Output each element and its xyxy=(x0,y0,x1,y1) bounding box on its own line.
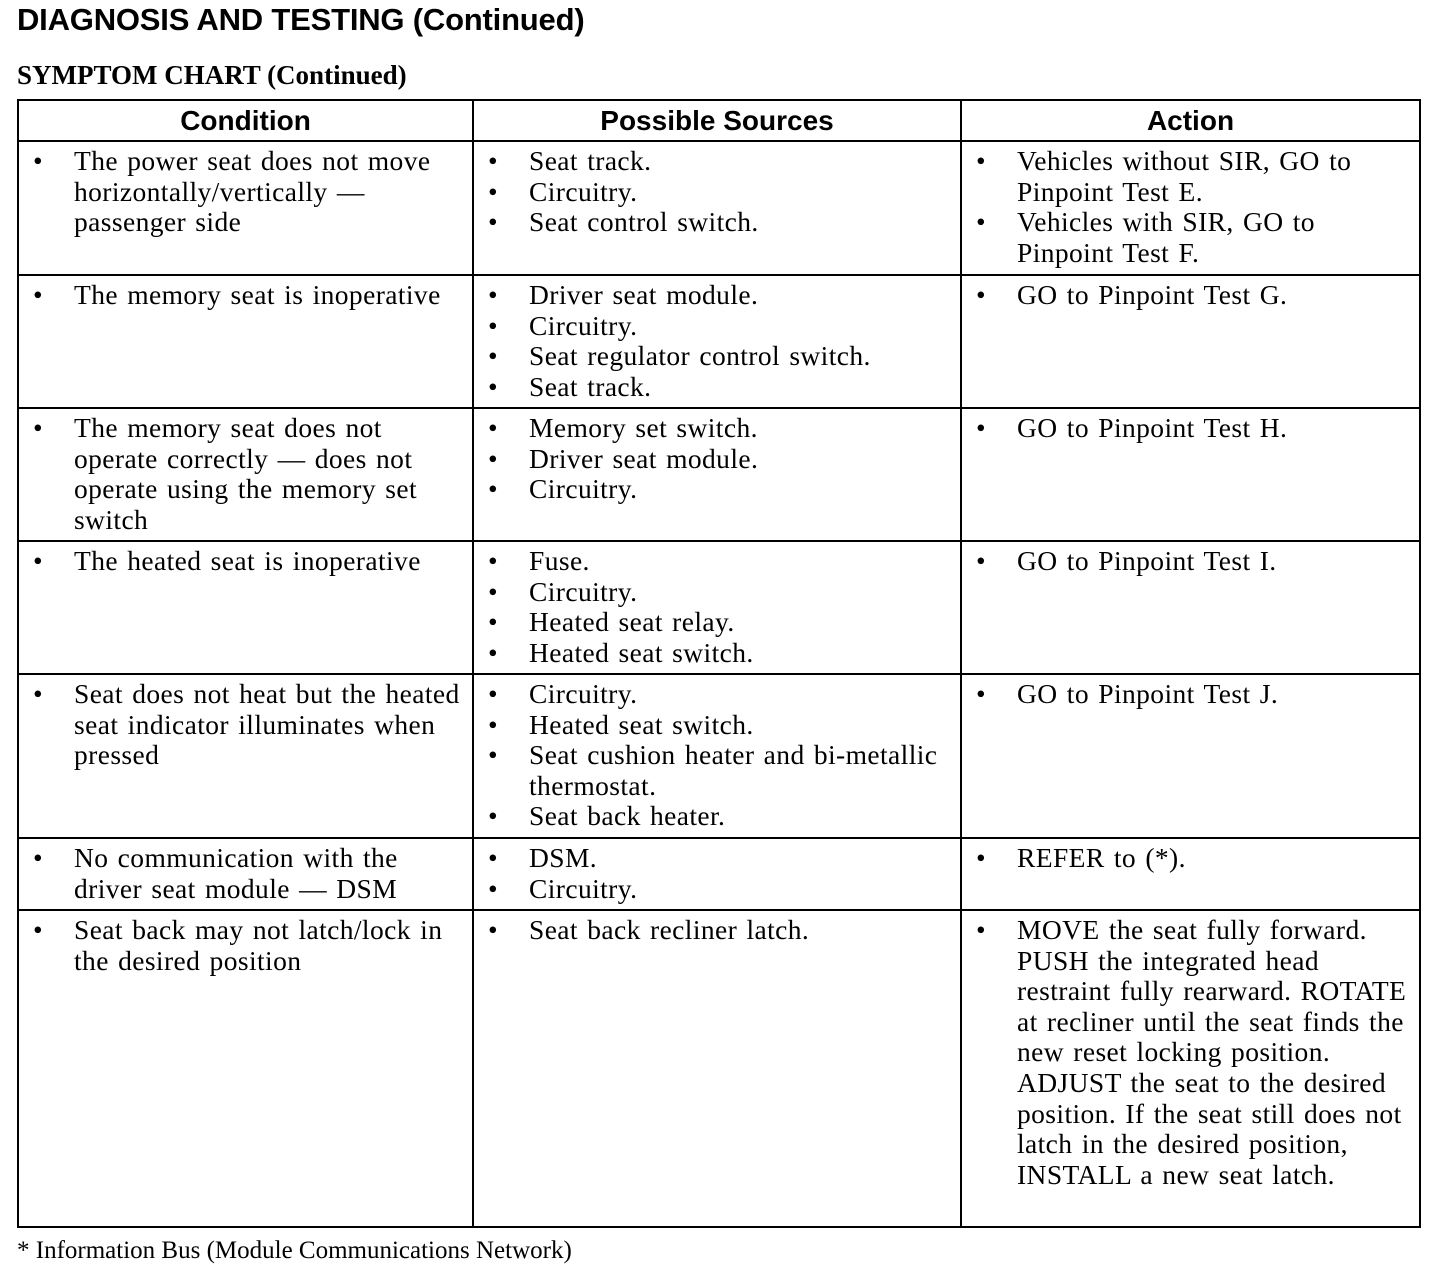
list-item-text: Driver seat module. xyxy=(529,279,759,310)
list-item-text: Circuitry. xyxy=(529,678,638,709)
list-item-text: Seat cushion heater and bi-metallic thermostat. xyxy=(529,739,938,801)
bullet-icon: • xyxy=(488,678,499,709)
list-item xyxy=(474,607,956,638)
list-item-text: Seat back recliner latch. xyxy=(529,914,810,945)
list-item xyxy=(962,413,1415,444)
list-item-text: Heated seat switch. xyxy=(529,708,754,740)
list-item-text: GO to Pinpoint Test J. xyxy=(1017,678,1279,709)
list-item xyxy=(474,280,956,311)
list-item xyxy=(474,546,956,577)
list-item xyxy=(474,577,956,608)
bullet-icon: • xyxy=(488,175,499,207)
action-cell xyxy=(961,910,1420,1227)
bullet-list xyxy=(962,679,1415,710)
bullet-list xyxy=(474,679,956,832)
list-item-text: Heated seat relay. xyxy=(529,606,735,638)
column-header-action: Action xyxy=(961,100,1420,141)
bullet-icon: • xyxy=(488,800,499,832)
list-item-text: REFER to (*). xyxy=(1017,842,1186,873)
possible-sources-cell xyxy=(473,408,961,541)
list-item-text: Seat track. xyxy=(529,145,652,176)
bullet-list xyxy=(962,146,1415,268)
bullet-icon: • xyxy=(488,145,499,176)
list-item xyxy=(962,280,1415,311)
bullet-list xyxy=(962,915,1415,1190)
bullet-icon: • xyxy=(488,309,499,341)
table-body xyxy=(18,141,1420,1227)
footnote: * Information Bus (Module Communications Network) xyxy=(17,1237,572,1264)
list-item xyxy=(19,546,468,577)
condition-cell xyxy=(18,408,473,541)
bullet-icon: • xyxy=(33,842,44,873)
bullet-icon: • xyxy=(488,708,499,740)
list-item-text: Seat track. xyxy=(529,370,652,402)
action-cell xyxy=(961,541,1420,674)
list-item-text: Driver seat module. xyxy=(529,442,759,474)
list-item-text: Seat regulator control switch. xyxy=(529,340,871,372)
list-item xyxy=(474,207,956,238)
list-item xyxy=(962,679,1415,710)
list-item-text: Seat control switch. xyxy=(529,206,759,238)
table-header-row xyxy=(18,100,1420,141)
table-row xyxy=(18,408,1420,541)
bullet-icon: • xyxy=(488,545,499,576)
list-item-text: Vehicles with SIR, GO to Pinpoint Test F. xyxy=(1017,206,1315,268)
possible-sources-cell xyxy=(473,275,961,408)
action-cell xyxy=(961,838,1420,910)
list-item xyxy=(962,915,1415,1190)
possible-sources-cell xyxy=(473,541,961,674)
list-item-text: The memory seat does not operate correctly — does not operate using the memory set switch xyxy=(74,412,417,535)
table-row xyxy=(18,674,1420,838)
bullet-list xyxy=(19,413,468,535)
condition-cell xyxy=(18,141,473,275)
list-item xyxy=(962,146,1415,207)
bullet-icon: • xyxy=(488,872,499,904)
list-item-text: Circuitry. xyxy=(529,473,638,505)
bullet-icon: • xyxy=(33,412,44,443)
list-item-text: Fuse. xyxy=(529,545,590,576)
column-header-condition: Condition xyxy=(18,100,473,141)
list-item xyxy=(474,146,956,177)
bullet-icon: • xyxy=(488,473,499,505)
bullet-list xyxy=(962,843,1415,874)
table-row xyxy=(18,275,1420,408)
list-item xyxy=(474,341,956,372)
bullet-icon: • xyxy=(488,575,499,607)
bullet-icon: • xyxy=(488,842,499,873)
bullet-icon: • xyxy=(976,279,987,310)
list-item xyxy=(474,413,956,444)
possible-sources-cell xyxy=(473,838,961,910)
condition-cell xyxy=(18,541,473,674)
possible-sources-cell xyxy=(473,910,961,1227)
list-item-text: GO to Pinpoint Test I. xyxy=(1017,545,1277,576)
table-row xyxy=(18,541,1420,674)
list-item-text: Seat back heater. xyxy=(529,800,726,832)
list-item-text: Heated seat switch. xyxy=(529,636,754,668)
possible-sources-cell xyxy=(473,141,961,275)
list-item-text: Circuitry. xyxy=(529,575,638,607)
list-item-text: Circuitry. xyxy=(529,309,638,341)
bullet-icon: • xyxy=(488,914,499,945)
action-cell xyxy=(961,674,1420,838)
bullet-icon: • xyxy=(488,739,499,771)
list-item-text: Circuitry. xyxy=(529,175,638,207)
list-item xyxy=(474,311,956,342)
bullet-list xyxy=(474,546,956,668)
bullet-icon: • xyxy=(976,842,987,873)
list-item-text: Memory set switch. xyxy=(529,412,758,443)
list-item xyxy=(474,444,956,475)
list-item xyxy=(474,710,956,741)
possible-sources-cell xyxy=(473,674,961,838)
list-item-text: The power seat does not move horizontally/vertically — passenger side xyxy=(74,145,431,238)
list-item xyxy=(19,679,468,771)
list-item xyxy=(19,915,468,976)
list-item xyxy=(474,638,956,669)
list-item xyxy=(474,874,956,905)
bullet-list xyxy=(474,146,956,238)
list-item-text: Vehicles without SIR, GO to Pinpoint Test E. xyxy=(1017,145,1352,207)
list-item-text: No communication with the driver seat module — DSM xyxy=(74,842,398,904)
list-item xyxy=(474,801,956,832)
list-item-text: The heated seat is inoperative xyxy=(74,545,421,576)
bullet-icon: • xyxy=(488,279,499,310)
condition-cell xyxy=(18,674,473,838)
bullet-list xyxy=(19,915,468,976)
bullet-icon: • xyxy=(488,370,499,402)
list-item-text: DSM. xyxy=(529,842,598,873)
list-item xyxy=(474,843,956,874)
bullet-icon: • xyxy=(33,678,44,709)
list-item-text: The memory seat is inoperative xyxy=(74,279,441,310)
condition-cell xyxy=(18,910,473,1227)
bullet-icon: • xyxy=(33,145,44,176)
bullet-icon: • xyxy=(976,206,987,238)
bullet-icon: • xyxy=(33,279,44,310)
bullet-list xyxy=(962,546,1415,577)
list-item-text: GO to Pinpoint Test H. xyxy=(1017,412,1288,443)
list-item xyxy=(962,546,1415,577)
bullet-icon: • xyxy=(488,636,499,668)
bullet-list xyxy=(474,915,956,946)
bullet-list xyxy=(19,843,468,904)
table-row xyxy=(18,910,1420,1227)
bullet-icon: • xyxy=(33,545,44,576)
condition-cell xyxy=(18,275,473,408)
bullet-icon: • xyxy=(976,545,987,576)
list-item xyxy=(474,679,956,710)
list-item xyxy=(474,740,956,801)
bullet-icon: • xyxy=(488,206,499,238)
page-title: DIAGNOSIS AND TESTING (Continued) xyxy=(17,2,585,37)
bullet-icon: • xyxy=(976,412,987,443)
bullet-icon: • xyxy=(976,145,987,176)
bullet-list xyxy=(19,146,468,238)
action-cell xyxy=(961,408,1420,541)
action-cell xyxy=(961,275,1420,408)
table-row xyxy=(18,838,1420,910)
list-item xyxy=(19,843,468,904)
symptom-chart-table xyxy=(17,99,1421,1228)
list-item xyxy=(19,413,468,535)
bullet-list xyxy=(19,679,468,771)
list-item xyxy=(474,474,956,505)
bullet-icon: • xyxy=(488,340,499,372)
bullet-list xyxy=(19,546,468,577)
list-item-text: Seat does not heat but the heated seat indicator illuminates when pressed xyxy=(74,678,460,771)
bullet-icon: • xyxy=(976,678,987,709)
bullet-list xyxy=(19,280,468,311)
action-cell xyxy=(961,141,1420,275)
list-item xyxy=(962,843,1415,874)
column-header-possible-sources: Possible Sources xyxy=(473,100,961,141)
table-row xyxy=(18,141,1420,275)
list-item-text: MOVE the seat fully forward. PUSH the integrated head restraint fully rearward. ROTATE at recliner until the seat finds the new reset locking position. ADJUST the seat to the desired position. If the seat still does not latch in the desired position, INSTALL a new seat latch. xyxy=(1017,914,1407,1190)
bullet-list xyxy=(474,280,956,402)
bullet-icon: • xyxy=(488,442,499,474)
bullet-list xyxy=(474,843,956,904)
list-item-text: Circuitry. xyxy=(529,872,638,904)
list-item xyxy=(474,915,956,946)
list-item-text: Seat back may not latch/lock in the desired position xyxy=(74,914,443,976)
bullet-list xyxy=(962,413,1415,444)
list-item xyxy=(19,146,468,238)
list-item xyxy=(962,207,1415,268)
bullet-icon: • xyxy=(976,914,987,945)
bullet-icon: • xyxy=(488,606,499,638)
bullet-icon: • xyxy=(488,412,499,443)
bullet-icon: • xyxy=(33,914,44,945)
condition-cell xyxy=(18,838,473,910)
list-item xyxy=(474,177,956,208)
bullet-list xyxy=(474,413,956,505)
section-title: SYMPTOM CHART (Continued) xyxy=(17,60,407,90)
list-item-text: GO to Pinpoint Test G. xyxy=(1017,279,1288,310)
list-item xyxy=(19,280,468,311)
list-item xyxy=(474,372,956,403)
bullet-list xyxy=(962,280,1415,311)
